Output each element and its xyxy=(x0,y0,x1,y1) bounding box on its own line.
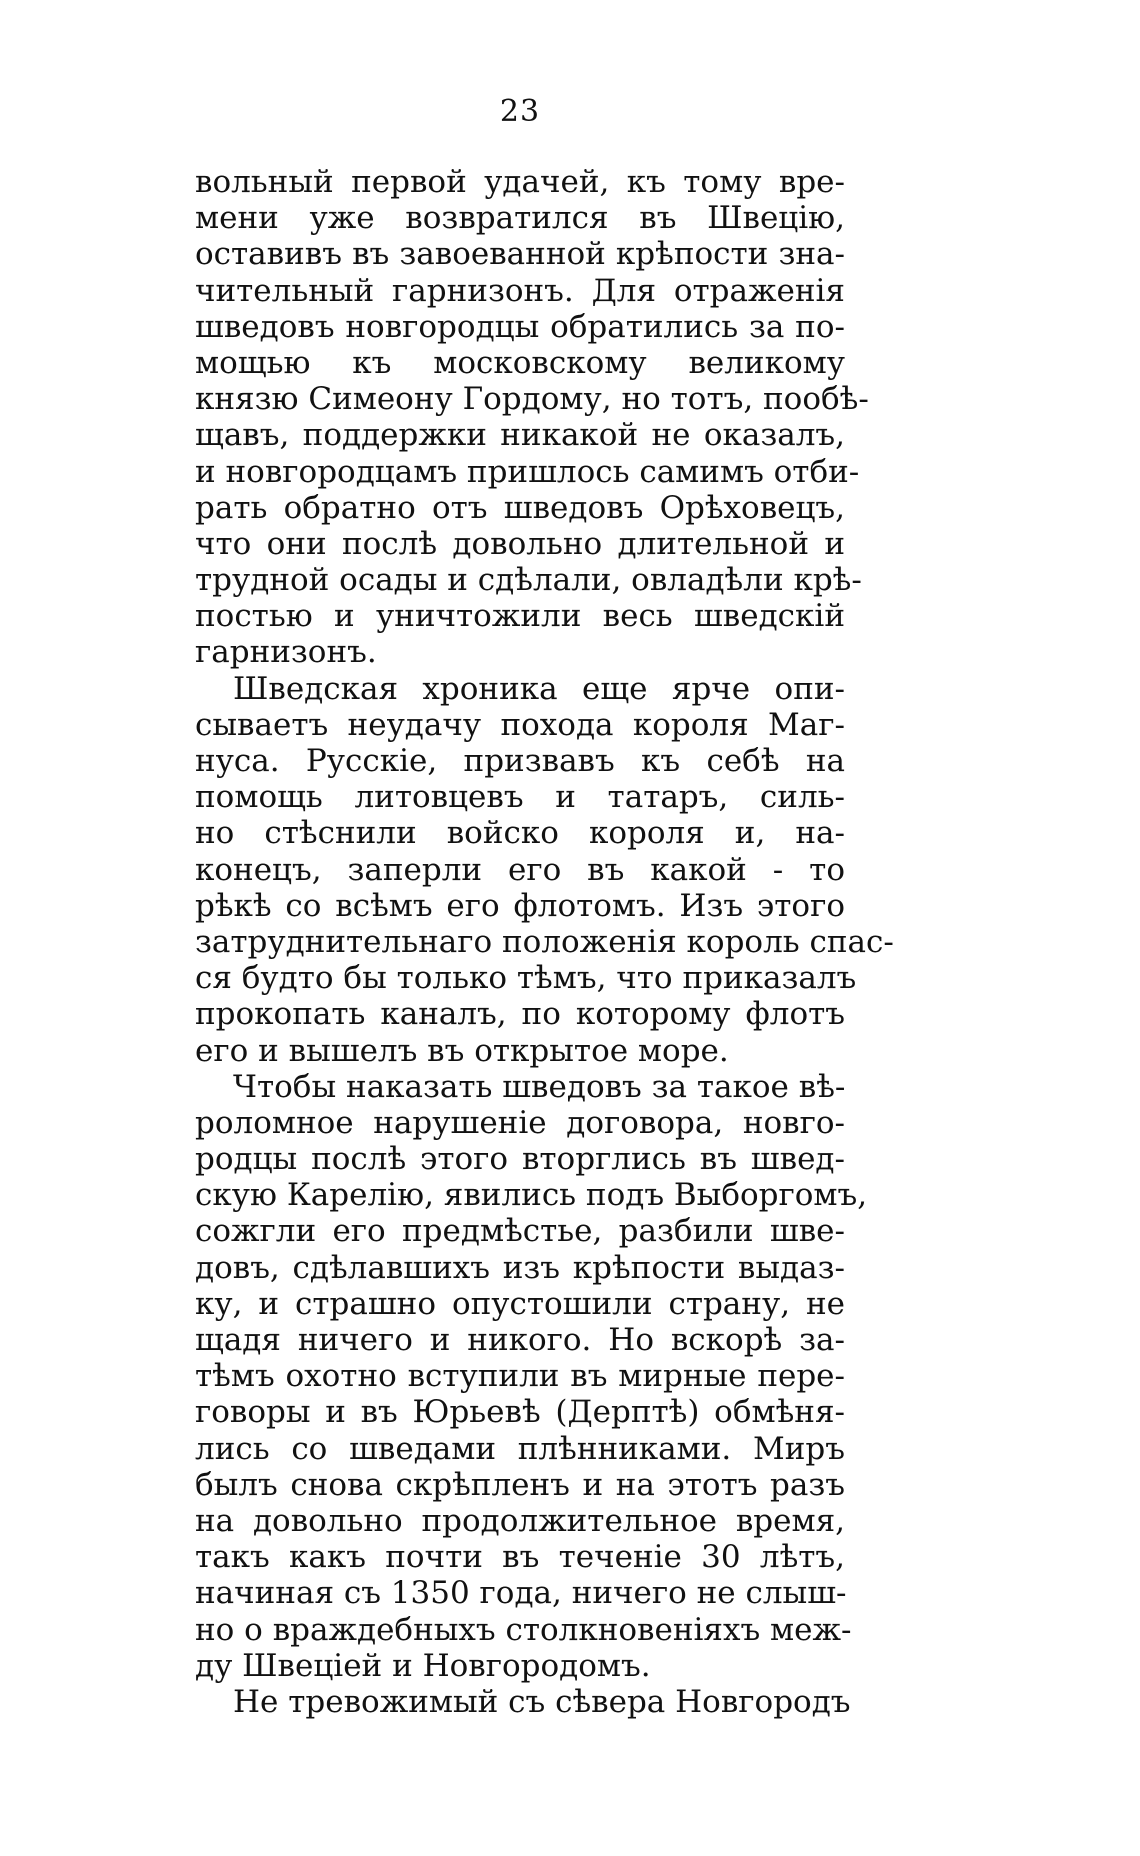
text-line: прокопать каналъ, по которому флотъ xyxy=(195,996,845,1033)
text-line: шведовъ новгородцы обратились за по- xyxy=(195,308,845,345)
text-line: былъ снова скрѣпленъ и на этотъ разъ xyxy=(195,1466,845,1503)
text-line: рѣкѣ со всѣмъ его флотомъ. Изъ этого xyxy=(195,887,845,924)
text-line: но стѣснили войско короля и, на- xyxy=(195,815,845,852)
text-line: оставивъ въ завоеванной крѣпости зна- xyxy=(195,236,845,273)
text-line: трудной осады и сдѣлали, овладѣли крѣ- xyxy=(195,562,862,599)
text-line: рать обратно отъ шведовъ Орѣховецъ, xyxy=(195,489,845,526)
text-line: мощью къ московскому великому xyxy=(195,344,845,381)
text-line: родцы послѣ этого вторглись въ швед- xyxy=(195,1141,845,1178)
text-line: Шведская хроника еще ярче опи- xyxy=(233,670,845,707)
text-line: ся будто бы только тѣмъ, что приказалъ xyxy=(195,960,857,997)
text-line: вольный первой удачей, къ тому вре- xyxy=(195,164,845,200)
text-line: конецъ, заперли его въ какой - то xyxy=(195,851,845,888)
text-line: щавъ, поддержки никакой не оказалъ, xyxy=(195,417,845,454)
text-line: роломное нарушеніе договора, новго- xyxy=(195,1104,845,1141)
text-line: затруднительнаго положенія король спас- xyxy=(195,923,894,960)
body-text xyxy=(195,164,894,1720)
text-line: чительный гарнизонъ. Для отраженія xyxy=(195,272,845,309)
text-line: сываетъ неудачу похода короля Маг- xyxy=(195,706,845,743)
text-line: начиная съ 1350 года, ничего не слыш- xyxy=(195,1575,847,1612)
text-line: довъ, сдѣлавшихъ изъ крѣпости выдаз- xyxy=(195,1249,845,1286)
text-line: нуса. Русскіе, призвавъ къ себѣ на xyxy=(195,743,845,779)
text-line: постью и уничтожили весь шведскій xyxy=(195,598,845,635)
text-line: говоры и въ Юрьевѣ (Дерптѣ) обмѣня- xyxy=(195,1394,845,1431)
text-line: ду Швеціей и Новгородомъ. xyxy=(195,1647,651,1684)
text-line: на довольно продолжительное время, xyxy=(195,1502,845,1539)
text-line: князю Симеону Гордому, но тотъ, пообѣ- xyxy=(195,381,869,418)
text-line: сожгли его предмѣстье, разбили шве- xyxy=(195,1213,845,1250)
text-line: лись со шведами плѣнниками. Миръ xyxy=(195,1430,845,1467)
text-line: гарнизонъ. xyxy=(195,634,377,671)
text-line: такъ какъ почти въ теченіе 30 лѣтъ, xyxy=(195,1539,845,1576)
text-line: ку, и страшно опустошили страну, не xyxy=(195,1285,845,1322)
text-line: его и вышелъ въ открытое море. xyxy=(195,1032,729,1069)
text-line: Не тревожимый съ сѣвера Новгородъ xyxy=(233,1683,851,1720)
text-line: но о враждебныхъ столкновеніяхъ меж- xyxy=(195,1611,852,1648)
text-line: что они послѣ довольно длительной и xyxy=(195,525,845,562)
text-line: щадя ничего и никого. Но вскорѣ за- xyxy=(195,1322,845,1358)
text-line: тѣмъ охотно вступили въ мирные пере- xyxy=(195,1358,845,1395)
page-number: 23 xyxy=(499,94,541,129)
text-line: Чтобы наказать шведовъ за такое вѣ- xyxy=(233,1068,846,1105)
text-line: мени уже возвратился въ Швецію, xyxy=(195,200,845,237)
text-line: и новгородцамъ пришлось самимъ отби- xyxy=(195,453,860,490)
text-line: скую Карелію, явились подъ Выборгомъ, xyxy=(195,1177,868,1214)
text-line: помощь литовцевъ и татаръ, силь- xyxy=(195,779,845,816)
